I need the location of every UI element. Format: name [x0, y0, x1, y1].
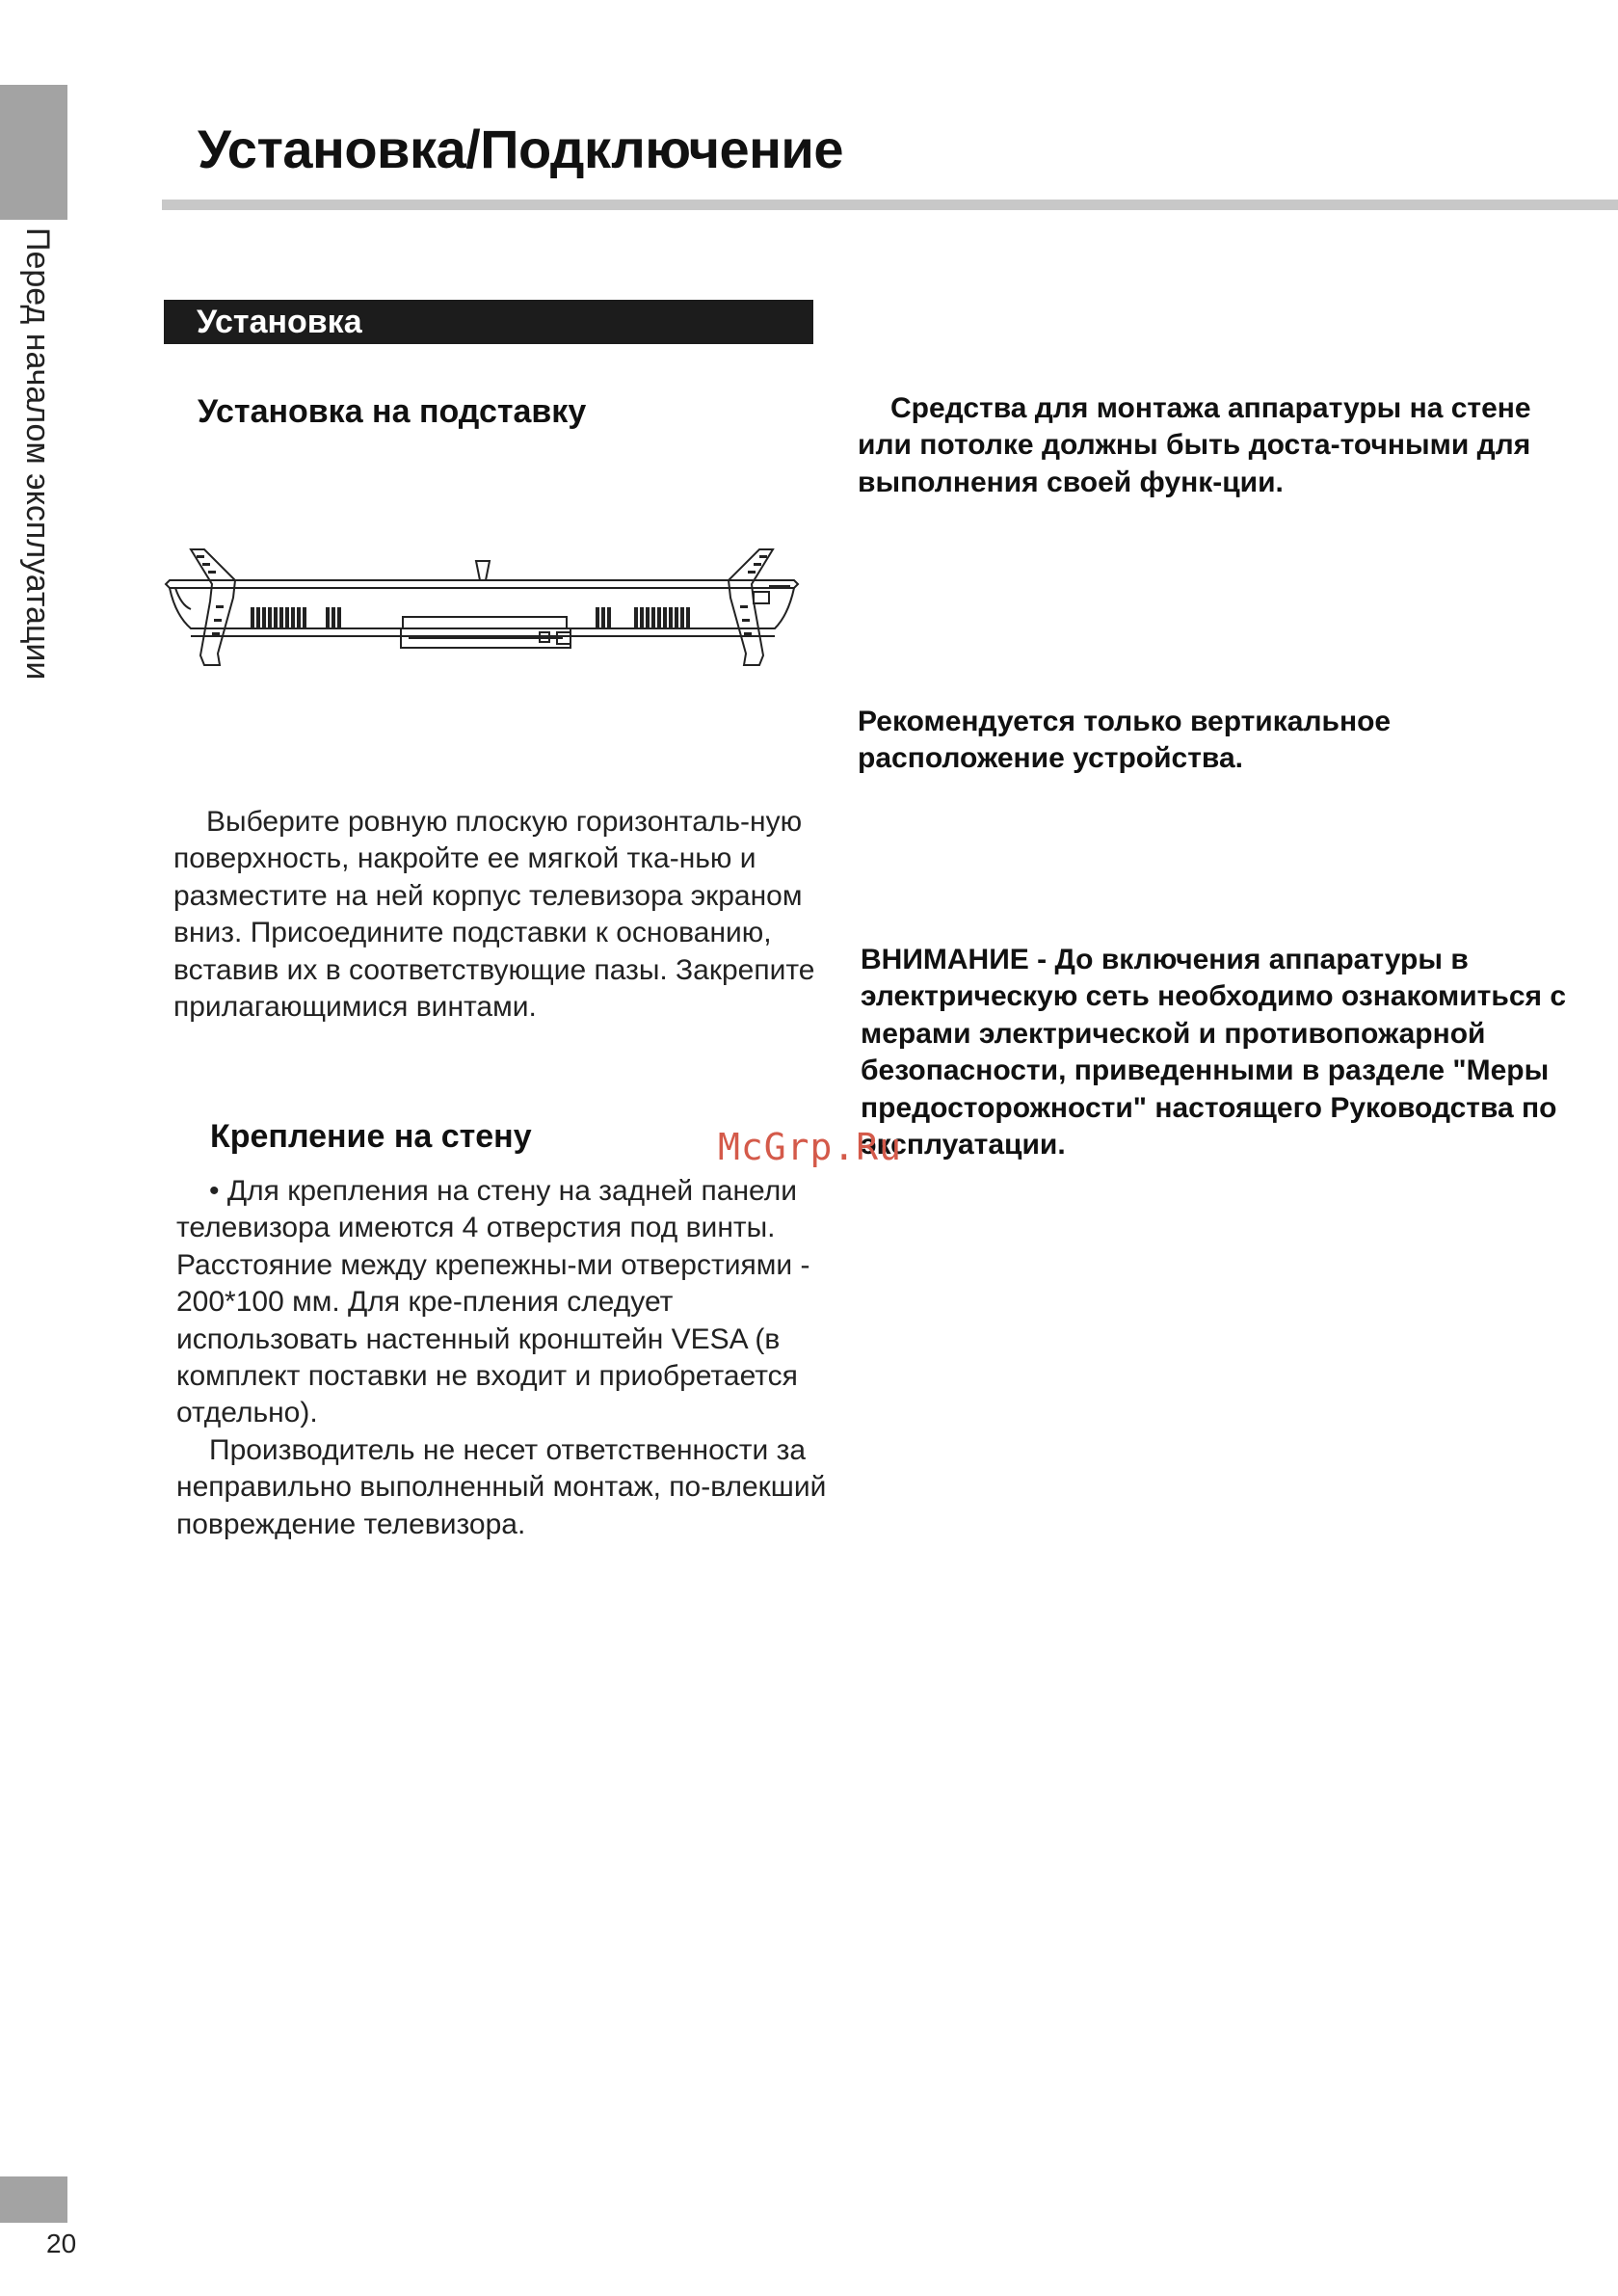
mounting-note: Средства для монтажа аппаратуры на стене или потолке должны быть доста-точными для выполнения своей функ-ции. [858, 392, 1531, 498]
page-number-tab [0, 2176, 67, 2223]
side-section-label: Перед началом эксплуатации [19, 227, 56, 681]
wall-mount-heading: Крепление на стену [210, 1118, 532, 1155]
page-number: 20 [46, 2229, 77, 2258]
left-stand-leg [191, 549, 235, 665]
side-port [754, 592, 769, 603]
tv-frame-top [166, 580, 798, 588]
safety-warning: ВНИМАНИЕ - До включения аппаратуры в электрическую сеть необходимо ознакомиться с мерами электрической и противопожарной безопасности, приведенными в разделе "Меры предосторожности" настоящего Руководства по эксплуатации. [861, 944, 1567, 1161]
liability-text: Производитель не несет ответственности за неправильно выполненный монтаж, по-влекший повреждение телевизора. [176, 1433, 827, 1540]
watermark: McGrp.Ru [718, 1126, 903, 1168]
section-header-bar [164, 300, 813, 344]
section-title: Установка [197, 304, 362, 340]
tv-on-stand-illustration [162, 547, 802, 675]
stand-install-text: Выберите ровную плоскую горизонталь-ную поверхность, накройте ее мягкой тка-нью и разместите на ней корпус телевизора экраном вниз. Присоедините подставки к основанию, вставив их в соответствующие пазы. Закрепите прилагающимися винтами. [173, 806, 815, 1024]
wall-mount-text [176, 1173, 832, 1543]
title-divider [162, 200, 1618, 210]
side-tab-marker [0, 85, 67, 220]
page-title: Установка/Подключение [198, 119, 844, 179]
wall-mount-bullet: • Для крепления на стену на задней панели телевизора имеются 4 отверстия под винты. Расстояние между крепежны-ми отверстиями - 200*100 мм. Для кре-пления следует использовать настенный кронштейн VESA (в комплект поставки не входит и приобретается отдельно). [176, 1175, 810, 1429]
right-stand-leg [729, 549, 773, 665]
vertical-orientation-note: Рекомендуется только вертикальное расположение устройства. [858, 706, 1392, 775]
stand-install-heading: Установка на подставку [198, 393, 587, 430]
center-mount [403, 617, 567, 628]
